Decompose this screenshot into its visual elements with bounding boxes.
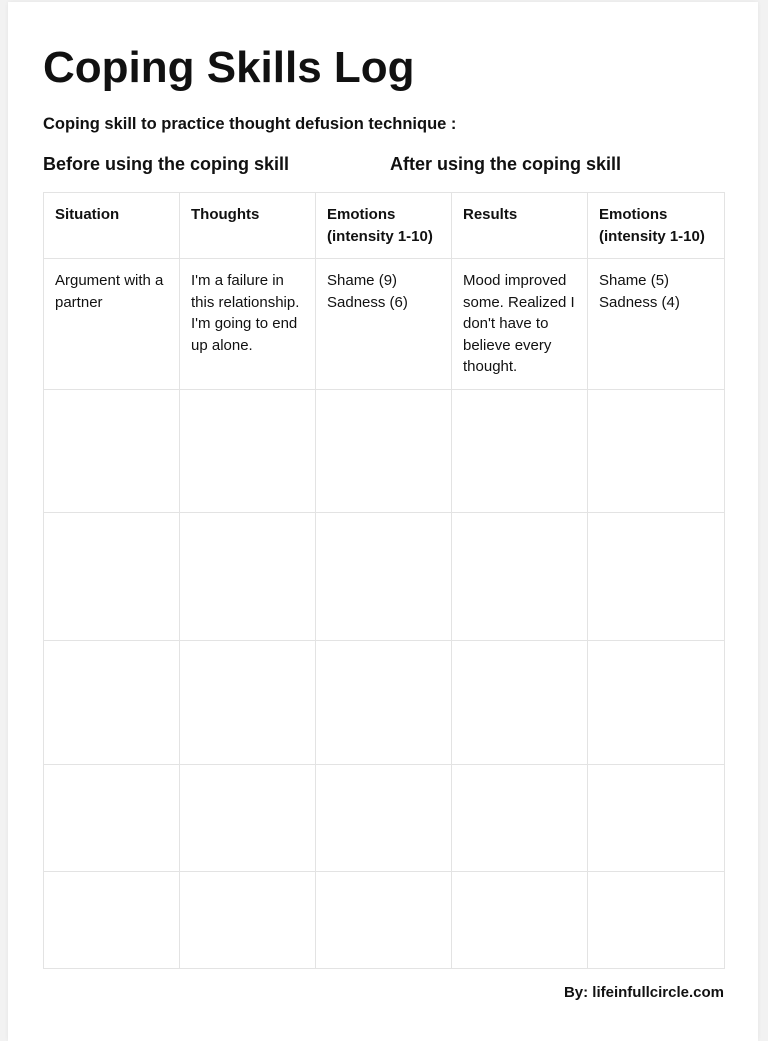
worksheet-page: [8, 2, 758, 1041]
cell-results-empty[interactable]: [452, 871, 588, 968]
credit-line: By: lifeinfullcircle.com: [563, 984, 724, 1001]
table-row-empty: [44, 389, 725, 512]
cell-emotions-before-empty[interactable]: [316, 512, 452, 640]
coping-log-table: [43, 192, 725, 969]
cell-results-empty[interactable]: [452, 389, 588, 512]
cell-results-empty[interactable]: [452, 640, 588, 764]
header-emotions-before: Emotions (intensity 1-10): [316, 193, 452, 259]
cell-results-empty[interactable]: [452, 764, 588, 871]
header-thoughts: Thoughts: [180, 193, 316, 259]
cell-results[interactable]: Mood improved some. Realized I don't have to believe every thought.: [452, 259, 588, 390]
cell-emotions-before-empty[interactable]: [316, 640, 452, 764]
cell-situation[interactable]: Argument with a partner: [44, 259, 180, 390]
header-situation: Situation: [44, 193, 180, 259]
cell-emotions-before-empty[interactable]: [316, 871, 452, 968]
cell-emotions-before-empty[interactable]: [316, 389, 452, 512]
header-emotions-after: Emotions (intensity 1-10): [588, 193, 725, 259]
cell-emotions-after-empty[interactable]: [588, 871, 725, 968]
cell-thoughts[interactable]: I'm a failure in this relationship. I'm going to end up alone.: [180, 259, 316, 390]
header-results: Results: [452, 193, 588, 259]
cell-situation-empty[interactable]: [44, 764, 180, 871]
table-row: [44, 259, 725, 390]
section-heading-before: Before using the coping skill: [43, 154, 290, 174]
coping-skill-subtitle: Coping skill to practice thought defusion technique :: [43, 115, 457, 133]
cell-situation-empty[interactable]: [44, 389, 180, 512]
section-heading-after: After using the coping skill: [390, 154, 622, 174]
table-header-row: [44, 193, 725, 259]
cell-emotions-before[interactable]: Shame (9) Sadness (6): [316, 259, 452, 390]
table-row-empty: [44, 640, 725, 764]
cell-emotions-after-empty[interactable]: [588, 512, 725, 640]
cell-thoughts-empty[interactable]: [180, 389, 316, 512]
cell-emotions-before-empty[interactable]: [316, 764, 452, 871]
table-row-empty: [44, 512, 725, 640]
cell-emotions-after-empty[interactable]: [588, 764, 725, 871]
cell-emotions-after-empty[interactable]: [588, 389, 725, 512]
cell-results-empty[interactable]: [452, 512, 588, 640]
table-row-empty: [44, 871, 725, 968]
cell-situation-empty[interactable]: [44, 871, 180, 968]
cell-emotions-after-empty[interactable]: [588, 640, 725, 764]
table-row-empty: [44, 764, 725, 871]
cell-emotions-after[interactable]: Shame (5) Sadness (4): [588, 259, 725, 390]
cell-thoughts-empty[interactable]: [180, 640, 316, 764]
page-title: Coping Skills Log: [43, 43, 415, 92]
cell-thoughts-empty[interactable]: [180, 512, 316, 640]
cell-situation-empty[interactable]: [44, 512, 180, 640]
cell-thoughts-empty[interactable]: [180, 871, 316, 968]
cell-thoughts-empty[interactable]: [180, 764, 316, 871]
cell-situation-empty[interactable]: [44, 640, 180, 764]
